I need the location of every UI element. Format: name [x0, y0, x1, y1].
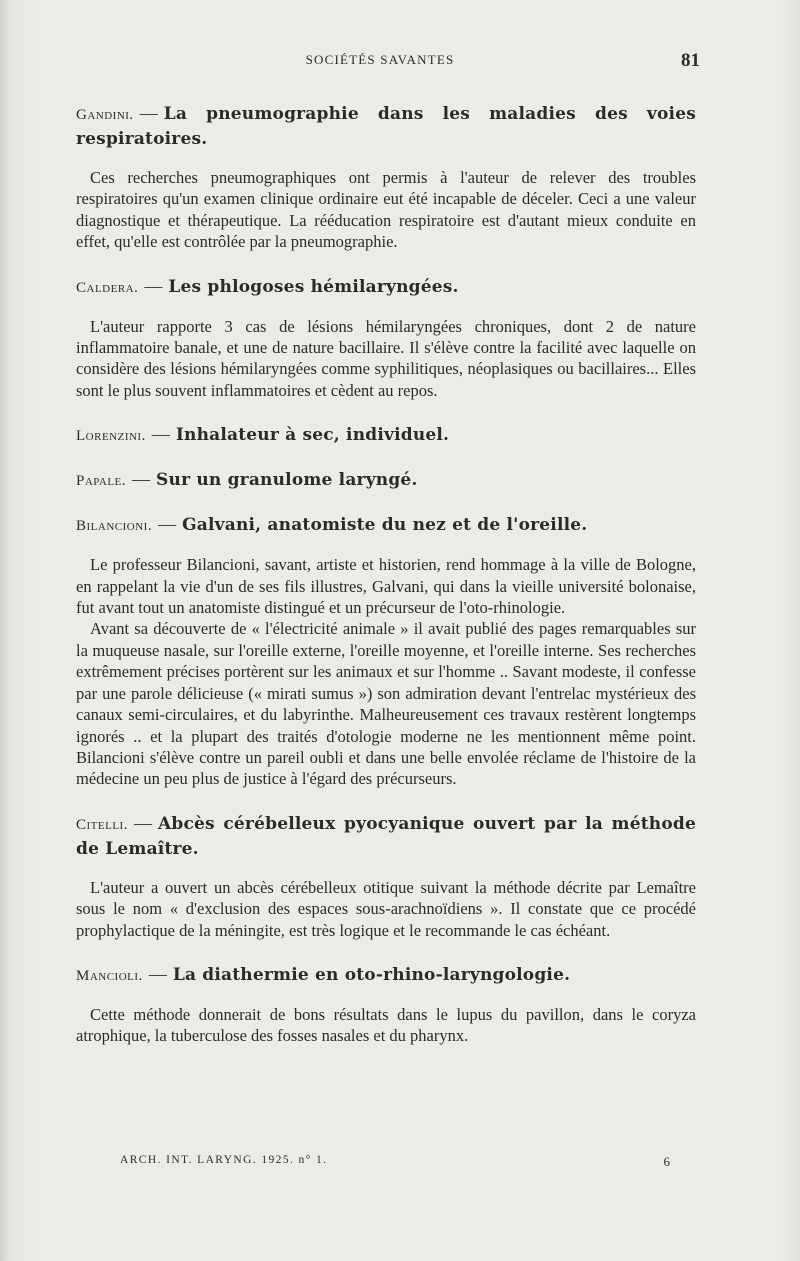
abstract-entry — [76, 102, 696, 253]
signature-mark: 6 — [663, 1154, 670, 1169]
entry-heading: Galvani, anatomiste du nez et de l'oreille. — [182, 515, 588, 536]
entry-paragraph: L'auteur a ouvert un abcès cérébelleux otitique suivant la méthode décrite par Lemaître sous le nom « d'exclusion des espaces sous-arachnoïdiens ». Il constate que ce procédé prophylactique de la méningite, est très logique et le recommande le cas échéant. — [76, 877, 696, 940]
entry-title — [76, 963, 696, 988]
page-footer — [110, 1154, 670, 1174]
abstract-entry — [76, 468, 696, 493]
entry-dash: — — [144, 275, 163, 296]
page-header — [60, 50, 700, 74]
entry-heading: Abcès cérébelleux pyocyanique ouvert par la méthode de Lemaître. — [76, 813, 696, 859]
entry-paragraph: Cette méthode donnerait de bons résultats dans le lupus du pavillon, dans le coryza atrophique, la tuberculose des fosses nasales et du pharynx. — [76, 1004, 696, 1046]
entry-paragraph: Avant sa découverte de « l'électricité animale » il avait publié des pages remarquables sur la muqueuse nasale, sur l'oreille externe, l'oreille moyenne, et l'oreille interne. Ses recherches extrêmement précises portèrent sur les animaux et sur l'homme .. Savant modeste, il confesse par une parole délicieuse (« mirati sumus ») son admiration devant l'entrelac mystérieux des canaux semi-circulaires, et du labyrinthe. Malheureusement ces travaux restèrent longtemps ignorés .. et la plupart des traités d'otologie moderne ne les mentionnent même point. Bilancioni s'élève contre un pareil oubli et dans une belle envolée réclame de l'histoire de la médecine un peu plus de justice à l'égard des précurseurs. — [76, 619, 696, 789]
entry-heading: Sur un granulome laryngé. — [156, 470, 418, 491]
entry-dash: — — [133, 812, 152, 833]
entry-title — [76, 513, 696, 538]
entry-paragraph: Le professeur Bilancioni, savant, artiste et historien, rend hommage à la ville de Bologne, en rappelant la vie d'un de ses fils illustres, Galvani, qui dans la vieille université bolonaise, fut avant tout un anatomiste distingué et un précurseur de l'oto-rhinologie. — [76, 555, 696, 618]
entry-dash: — — [139, 103, 158, 123]
abstract-entry — [76, 275, 696, 402]
running-head: SOCIÉTÉS SAVANTES — [305, 52, 455, 67]
entry-author: Bilancioni. — [76, 518, 153, 535]
journal-reference: ARCH. INT. LARYNG. 1925. n° 1. — [120, 1154, 328, 1166]
entry-heading: Les phlogoses hémilaryngées. — [168, 276, 459, 297]
entry-author: Papale. — [76, 473, 127, 490]
entry-title — [76, 102, 696, 151]
entry-paragraph: L'auteur rapporte 3 cas de lésions hémilaryngées chroniques, dont 2 de nature inflammatoire banale, et une de nature bacillaire. Il s'élève contre la facilité avec laquelle on considère des lésions hémilaryngées comme syphilitiques, néoplasiques ou bacillaires... Elles sont le plus souvent inflammatoires et cèdent au repos. — [76, 316, 696, 400]
entry-heading: La diathermie en oto-rhino-laryngologie. — [172, 964, 571, 985]
abstract-entry — [76, 513, 696, 789]
entry-title — [76, 468, 696, 493]
entry-dash: — — [151, 424, 170, 445]
entry-title — [76, 812, 696, 861]
entry-dash: — — [148, 963, 167, 984]
entry-heading: La pneumographie dans les maladies des voies respiratoires. — [76, 104, 696, 149]
entry-author: Citelli. — [76, 816, 128, 833]
abstract-entry — [76, 423, 696, 448]
abstract-entry — [76, 963, 696, 1047]
entry-author: Mancioli. — [76, 967, 143, 984]
entry-author: Lorenzini. — [76, 428, 146, 445]
entry-title — [76, 423, 696, 448]
entry-author: Gandini. — [76, 107, 134, 123]
entry-paragraph: Ces recherches pneumographiques ont permis à l'auteur de relever des troubles respiratoires qu'un examen clinique ordinaire eut été incapable de déceler. Ceci a une valeur diagnostique et thérapeutique. La rééducation respiratoire est d'autant mieux conduite en effet, qu'elle est contrôlée par la pneumographie. — [76, 168, 696, 252]
entry-author: Caldera. — [76, 279, 139, 296]
page-number: 81 — [681, 50, 700, 71]
entry-dash: — — [158, 514, 177, 535]
page-content — [76, 102, 696, 1047]
entry-heading: Inhalateur à sec, individuel. — [175, 425, 450, 446]
entry-title — [76, 275, 696, 300]
entry-dash: — — [132, 469, 151, 490]
abstract-entry — [76, 812, 696, 941]
